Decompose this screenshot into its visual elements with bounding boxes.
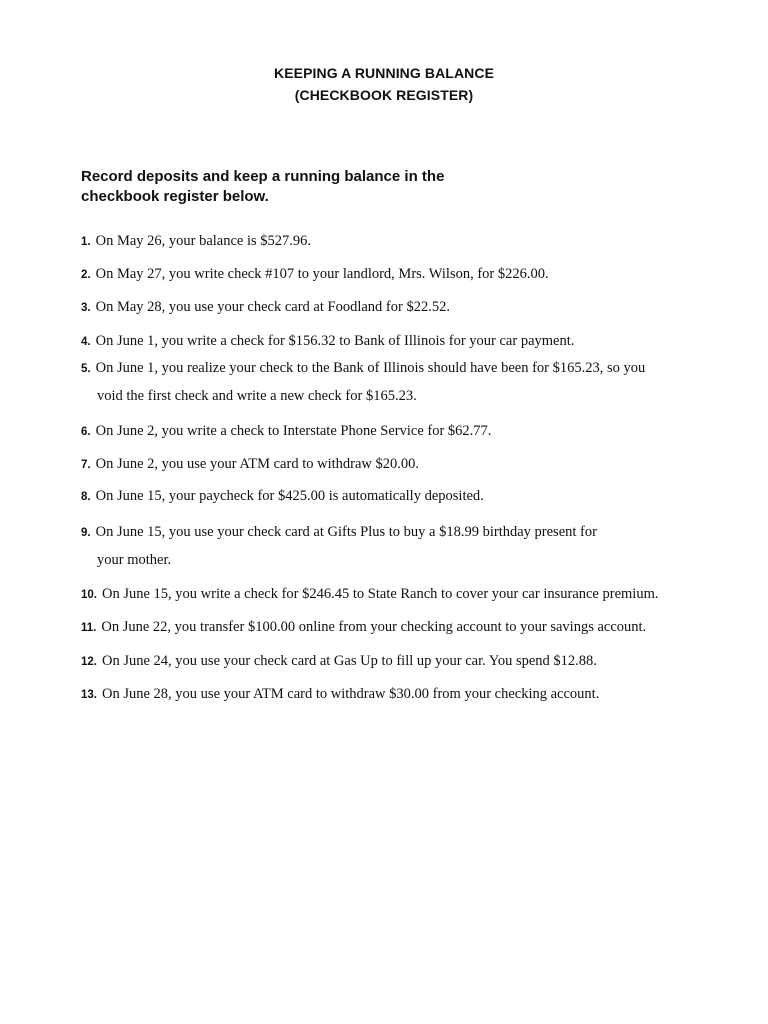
list-item: [81, 454, 419, 475]
item-number: 2.: [81, 269, 91, 281]
list-item: [81, 264, 549, 285]
item-text: On June 15, your paycheck for $425.00 is automatically deposited.: [95, 488, 484, 504]
list-item: [81, 231, 311, 252]
item-text: On June 15, you write a check for $246.45 to State Ranch to cover your car insurance premium.: [102, 586, 659, 602]
item-text: On June 22, you transfer $100.00 online from your checking account to your savings account.: [101, 619, 647, 635]
page-subtitle: (CHECKBOOK REGISTER): [294, 87, 474, 103]
item-number: 7.: [81, 459, 91, 471]
item-number: 10.: [81, 589, 97, 601]
item-text: On June 15, you use your check card at Gifts Plus to buy a $18.99 birthday present for: [95, 524, 597, 540]
page-title: KEEPING A RUNNING BALANCE: [273, 65, 495, 81]
list-item: [81, 486, 484, 507]
item-text-continued: your mother.: [97, 552, 172, 568]
instructions: Record deposits and keep a running balance in the checkbook register below.: [81, 168, 445, 205]
item-text: On June 24, you use your check card at Gas Up to fill up your car. You spend $12.88.: [102, 653, 597, 669]
item-text: On June 2, you use your ATM card to withdraw $20.00.: [95, 456, 419, 472]
item-text: On May 28, you use your check card at Foodland for $22.52.: [95, 299, 450, 315]
item-text: On June 1, you realize your check to the Bank of Illinois should have been for $165.23, so you: [95, 360, 646, 376]
list-item: [81, 358, 645, 406]
item-text: On May 27, you write check #107 to your landlord, Mrs. Wilson, for $226.00.: [95, 266, 549, 282]
item-number: 11.: [81, 622, 97, 634]
list-item: [81, 421, 491, 442]
item-number: 13.: [81, 689, 97, 701]
item-number: 6.: [81, 426, 91, 438]
item-number: 12.: [81, 656, 97, 668]
list-item: [81, 584, 658, 605]
item-text-continued: void the first check and write a new check for $165.23.: [97, 388, 417, 404]
item-number: 4.: [81, 336, 91, 348]
item-text: On May 26, your balance is $527.96.: [95, 233, 312, 249]
item-number: 3.: [81, 302, 91, 314]
list-item: [81, 331, 574, 352]
item-text: On June 28, you use your ATM card to withdraw $30.00 from your checking account.: [102, 686, 600, 702]
list-item: [81, 522, 597, 570]
item-number: 1.: [81, 236, 91, 248]
item-number: 8.: [81, 491, 91, 503]
list-item: [81, 617, 646, 638]
item-number: 5.: [81, 363, 91, 375]
list-item: [81, 684, 599, 705]
list-item: [81, 651, 597, 672]
item-text: On June 1, you write a check for $156.32 to Bank of Illinois for your car payment.: [95, 333, 575, 349]
list-item: [81, 297, 450, 318]
item-number: 9.: [81, 527, 91, 539]
item-text: On June 2, you write a check to Interstate Phone Service for $62.77.: [95, 423, 492, 439]
